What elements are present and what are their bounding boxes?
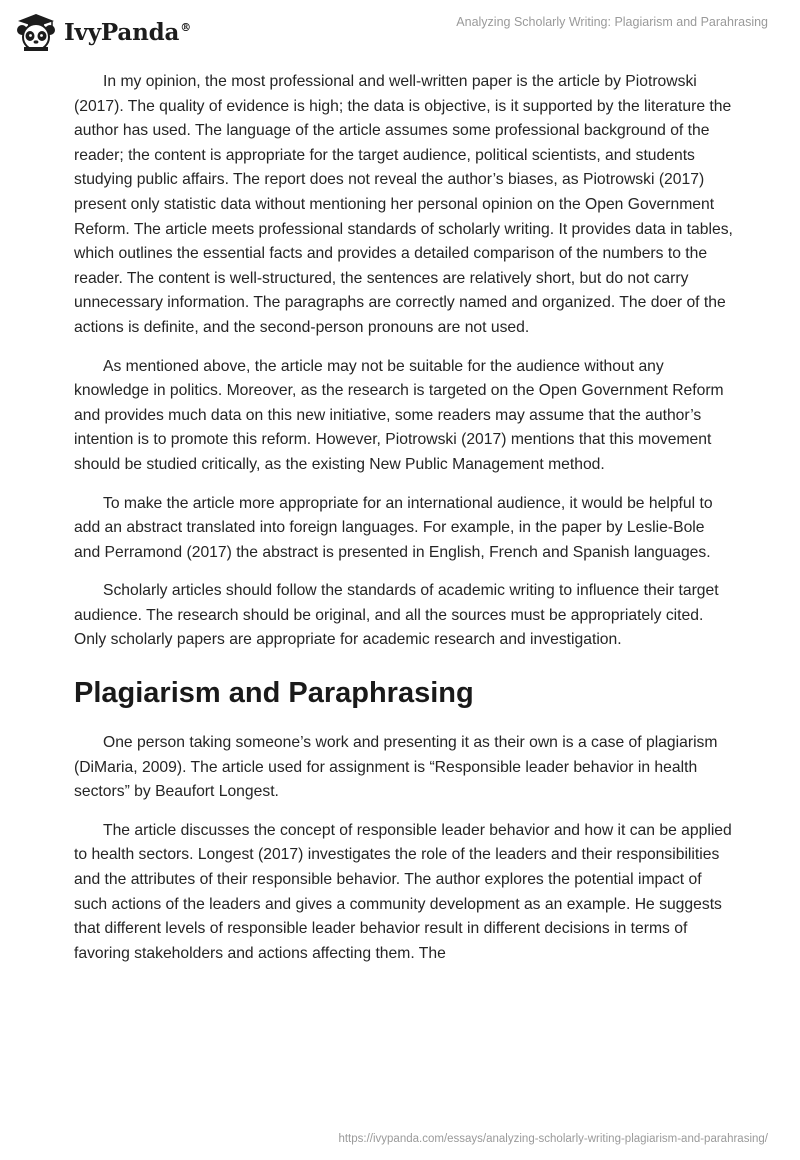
paragraph: To make the article more appropriate for an international audience, it would be helpful to add an abstract translated into foreign languages. For example, in the paper by Leslie-Bole and Perramond (2017) the abstract is presented in English, French and Spanish languages.	[74, 494, 713, 561]
paragraph: In my opinion, the most professional and well-written paper is the article by Piotrowski (2017). The quality of evidence is high; the data is objective, is it supported by the literature the author has used. The language of the article assumes some professional background of the reader; the content is appropriate for the target audience, political scientists, and students studying public affairs. The report does not reveal the author’s biases, as Piotrowski (2017) present only statistic data without mentioning her personal opinion on the Open Government Reform. The article meets professional standards of scholarly writing. It provides data in tables, which outlines the essential facts and provides a detailed comparison of the numbers to the reader. The content is well-structured, the sentences are relatively short, but do not carry unnecessary information. The paragraphs are correctly named and organized. The doer of the actions is definite, and the second-person pronouns are not used.	[74, 73, 733, 336]
section-heading: Plagiarism and Paraphrasing	[74, 677, 474, 710]
brand-name: IvyPanda®	[64, 18, 191, 46]
paragraph: The article discusses the concept of responsible leader behavior and how it can be applied to health sectors. Longest (2017) investigates the role of the leaders and their responsibilities and the attributes of their responsible behavior. The author explores the potential impact of such actions of the leaders and gives a community development as an example. He suggests that different levels of responsible leader behavior result in different decisions in terms of favoring stakeholders and actions affecting them. The	[74, 821, 732, 962]
article-body	[74, 70, 734, 980]
source-url[interactable]: https://ivypanda.com/essays/analyzing-scholarly-writing-plagiarism-and-parahrasing/	[338, 1133, 768, 1145]
document-title: Analyzing Scholarly Writing: Plagiarism and Parahrasing	[456, 15, 768, 29]
panda-graduate-icon	[14, 12, 58, 52]
paragraph: One person taking someone’s work and presenting it as their own is a case of plagiarism (DiMaria, 2009). The article used for assignment is “Responsible leader behavior in health sectors” by Beaufort Longest.	[74, 734, 718, 801]
paragraph: Scholarly articles should follow the standards of academic writing to influence their target audience. The research should be original, and all the sources must be appropriately cited. Only scholarly papers are appropriate for academic research and investigation.	[74, 582, 719, 649]
page-header	[0, 0, 800, 62]
logo[interactable]	[14, 12, 191, 52]
paragraph: As mentioned above, the article may not be suitable for the audience without any knowledge in politics. Moreover, as the research is targeted on the Open Government Reform and provides much data on this new initiative, some readers may assume that the author’s intention is to promote this reform. However, Piotrowski (2017) mentions that this movement should be studied critically, as the existing New Public Management method.	[74, 357, 724, 473]
